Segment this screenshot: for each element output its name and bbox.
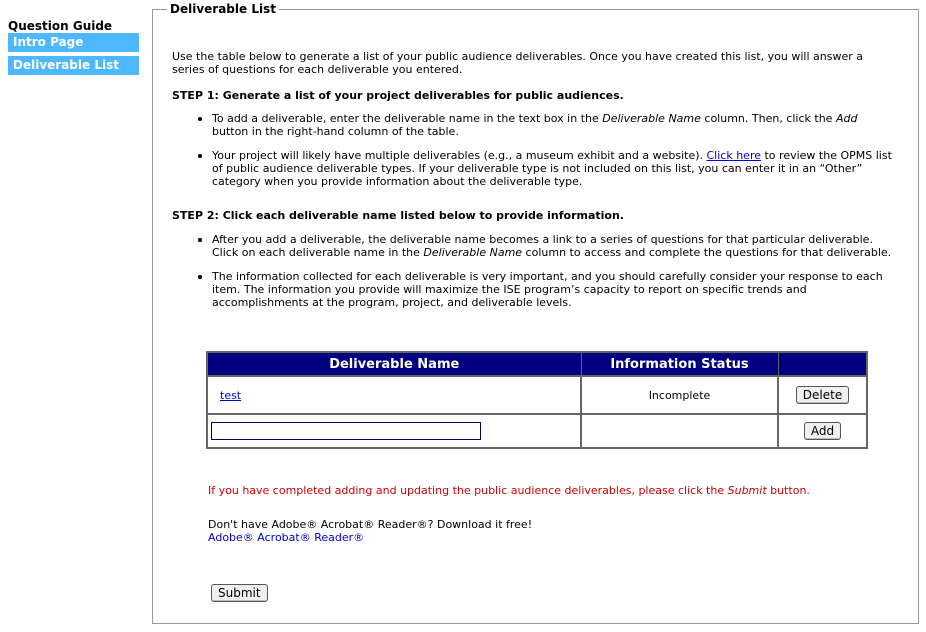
step1-heading: STEP 1: Generate a list of your project deliverables for public audiences. (172, 89, 624, 102)
sidebar-item-deliverable-list[interactable]: Deliverable List (8, 56, 139, 75)
adobe-reader-note (208, 518, 532, 544)
sidebar-item-intro-page[interactable]: Intro Page (8, 33, 139, 52)
submit-area (211, 584, 268, 602)
new-deliverable-row (207, 414, 867, 448)
table-header-row (207, 352, 867, 376)
deliverables-table (206, 351, 868, 449)
add-action-cell (778, 414, 867, 448)
table-row (207, 376, 867, 414)
step1-bullets (172, 112, 892, 199)
column-header-deliverable-name: Deliverable Name (207, 352, 581, 376)
adobe-reader-link[interactable]: Adobe® Acrobat® Reader® (208, 531, 365, 544)
deliverable-list-fieldset (152, 2, 919, 624)
column-header-action (778, 352, 867, 376)
deliverable-name-cell (207, 376, 581, 414)
information-status-cell: Incomplete (581, 376, 778, 414)
bullet-icon (198, 117, 202, 121)
click-here-link[interactable]: Click here (706, 149, 761, 162)
list-item: The information collected for each deliverable is very important, and you should carefully consider your response to each item. The information you provide will maximize the ISE program’s capacity to report on specific trends and accomplishments at the program, project, and deliverable levels. (172, 270, 892, 309)
question-guide-sidebar (8, 19, 139, 79)
column-header-information-status: Information Status (581, 352, 778, 376)
step2-heading: STEP 2: Click each deliverable name listed below to provide information. (172, 209, 624, 222)
bullet-icon (198, 275, 202, 279)
submit-instruction: If you have completed adding and updating the public audience deliverables, please click the Submit button. (208, 484, 810, 497)
step2-bullets (172, 233, 892, 320)
new-deliverable-cell (207, 414, 581, 448)
list-item: After you add a deliverable, the deliverable name becomes a link to a series of questions for that particular deliverable. Click on each deliverable name in the Deliverable Name column to access and complete the questions for that deliverable. (172, 233, 892, 259)
new-deliverable-input[interactable] (211, 422, 481, 440)
list-item: To add a deliverable, enter the deliverable name in the text box in the Deliverable Name column. Then, click the Add button in the right-hand column of the table. (172, 112, 892, 138)
submit-button[interactable]: Submit (211, 584, 268, 602)
delete-button[interactable]: Delete (796, 386, 849, 404)
intro-paragraph: Use the table below to generate a list of your public audience deliverables. Once you have created this list, you will answer a series of questions for each deliverable you entered. (172, 50, 863, 76)
bullet-icon (198, 154, 202, 158)
action-cell (778, 376, 867, 414)
fieldset-legend: Deliverable List (167, 1, 279, 17)
new-status-cell (581, 414, 778, 448)
add-button[interactable]: Add (804, 422, 841, 440)
question-guide-title: Question Guide (8, 19, 113, 33)
list-item: Your project will likely have multiple deliverables (e.g., a museum exhibit and a website). Click here to review the OPMS list of public audience deliverable types. If your deliverable type is not included on this list, you can enter it in an “Other” category when you provide information about the deliverable type. (172, 149, 892, 188)
deliverable-name-link[interactable]: test (220, 388, 242, 402)
bullet-icon (198, 238, 202, 242)
adobe-download-text: Don't have Adobe® Acrobat® Reader®? Download it free! (208, 518, 533, 531)
